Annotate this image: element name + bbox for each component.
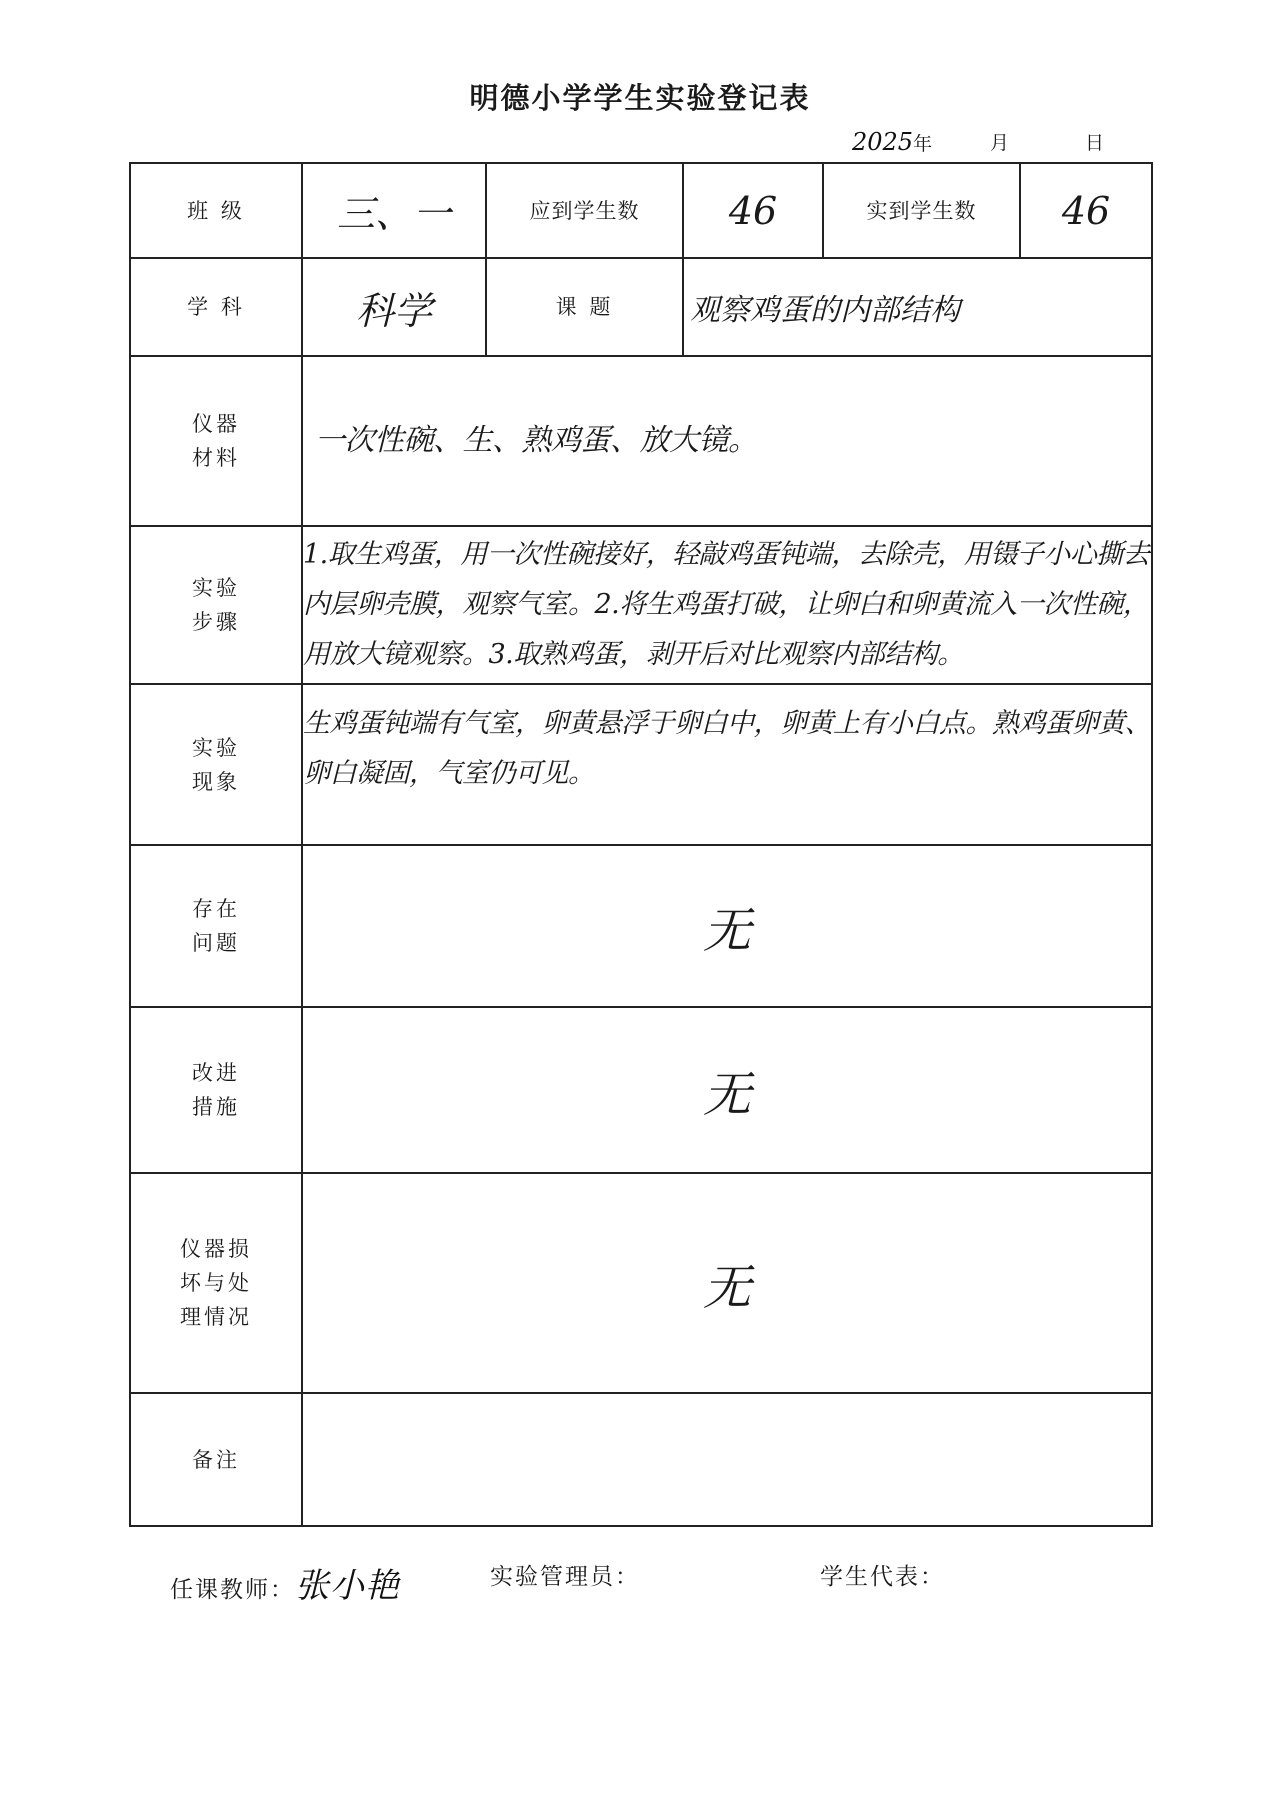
value-problems: 无 [302, 845, 1152, 1007]
row-improvement [130, 1007, 1152, 1173]
label-damage [130, 1173, 302, 1393]
date-year [852, 128, 932, 156]
value-steps: 1.取生鸡蛋，用一次性碗接好，轻敲鸡蛋钝端，去除壳，用镊子小心撕去内层卵壳膜，观察气室。2.将生鸡蛋打破，让卵白和卵黄流入一次性碗，用放大镜观察。3.取熟鸡蛋，剥开后对比观察内部结构。 [302, 526, 1152, 684]
value-improvement: 无 [302, 1007, 1152, 1173]
row-subject [130, 258, 1152, 356]
label-steps [130, 526, 302, 684]
label-steps-text: 实验步骤 [191, 576, 240, 634]
footer-teacher [170, 1558, 400, 1607]
label-topic: 课 题 [486, 258, 683, 356]
row-class [130, 163, 1152, 258]
value-materials: 一次性碗、生、熟鸡蛋、放大镜。 [302, 356, 1152, 526]
value-remarks [302, 1393, 1152, 1526]
row-steps [130, 526, 1152, 684]
row-phenomenon [130, 684, 1152, 845]
value-damage: 无 [302, 1173, 1152, 1393]
value-topic: 观察鸡蛋的内部结构 [683, 258, 1152, 356]
label-problems [130, 845, 302, 1007]
date-year-value: 2025 [852, 128, 914, 156]
form-title: 明德小学学生实验登记表 [469, 81, 811, 115]
label-actual: 实到学生数 [823, 163, 1020, 258]
label-damage-text: 仪器损坏与处理情况 [180, 1237, 252, 1329]
label-materials-text: 仪器材料 [191, 412, 240, 470]
row-materials [130, 356, 1152, 526]
label-improvement-text: 改进措施 [191, 1061, 240, 1119]
teacher-signature: 张小艳 [295, 1566, 400, 1606]
registration-table [129, 162, 1153, 1527]
label-class: 班 级 [130, 163, 302, 258]
label-materials [130, 356, 302, 526]
label-remarks: 备注 [130, 1393, 302, 1526]
value-actual: 46 [1020, 163, 1152, 258]
value-subject: 科学 [302, 258, 486, 356]
label-subject: 学 科 [130, 258, 302, 356]
date-day-unit: 日 [1085, 132, 1105, 154]
value-expected: 46 [683, 163, 823, 258]
label-phenomenon [130, 684, 302, 845]
label-phenomenon-text: 实验现象 [191, 735, 240, 794]
label-improvement [130, 1007, 302, 1173]
value-phenomenon: 生鸡蛋钝端有气室，卵黄悬浮于卵白中，卵黄上有小白点。熟鸡蛋卵黄、卵白凝固，气室仍可见。 [302, 684, 1152, 845]
value-class: 三、一 [302, 163, 486, 258]
label-expected: 应到学生数 [486, 163, 683, 258]
row-remarks [130, 1393, 1152, 1526]
date-month-unit: 月 [990, 132, 1010, 154]
row-damage [130, 1173, 1152, 1393]
admin-label: 实验管理员： [490, 1564, 640, 1590]
date-year-unit: 年 [913, 133, 933, 155]
teacher-label: 任课教师： [170, 1577, 295, 1603]
row-problems [130, 845, 1152, 1007]
student-label: 学生代表： [820, 1564, 945, 1590]
label-problems-text: 存在问题 [191, 897, 240, 955]
